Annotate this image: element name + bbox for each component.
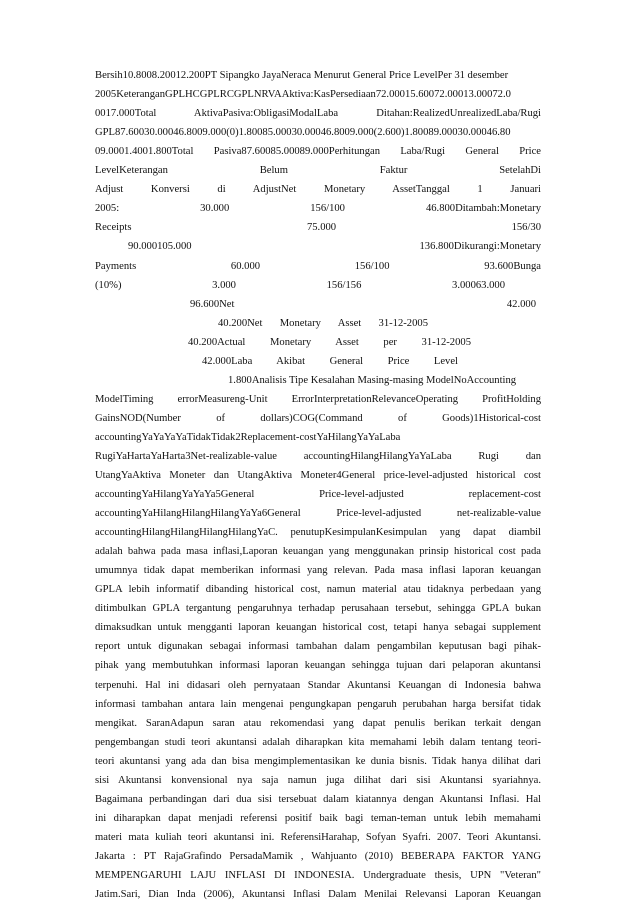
text-line: Bagaimana perbandingan dari dua sisi tersebuat dalam kiatannya dengan Akuntansi Inflasi. Hal [95,793,541,805]
text-line: ini diharapkan dapat menjadi referensi positif baik bagi teman-teman untuk lebih memahami [95,812,541,824]
text-line: materi mata kuliah teori akuntansi ini. ReferensiHarahap, Sofyan Syafri. 2007. Teori Akuntansi. [95,831,541,843]
text-line: GPL87.60030.00046.8009.000(0)1.80085.00030.00046.8009.000(2.600)1.80089.00030.00046.80 [95,127,511,139]
text-line: 1.800Analisis Tipe Kesalahan Masing-masing ModelNoAccounting [228,374,517,386]
text-line: sisi Akuntansi konvensional nya saja namun juga dilihat dari sisi Akuntansi syariahnya. [95,774,541,786]
text-line: teori akuntansi yang ada dan bisa mengimplementasikan ke dunia bisnis. Tidak hanya dilihat dari [95,755,541,767]
text-line: 09.0001.4001.800Total Pasiva87.60085.00089.000Perhitungan Laba/Rugi General Price [95,146,541,158]
text-line: pihak yang membutuhkan informasi laporan keuangan sehingga tujuan dari pelaporan akuntansi [95,660,541,672]
text-line: RugiYaHartaYaHarta3Net-realizable-value accountingHilangHilangYaYaLaba Rugi dan [95,450,541,462]
text-line: accountingYaYaYaYaTidakTidak2Replacement-costYaHilangYaYaLaba [95,431,401,443]
text-line: Receipts 75.000 156/30 [95,222,541,234]
text-line: ditimbulkan GPLA tergantung pengaruhnya terhadap perusahaan tersebut, sehingga GPLA bukan [95,603,541,615]
text-line: Jakarta : PT RajaGrafindo PersadaMamik , Wahjuanto (2010) BEBERAPA FAKTOR YANG [95,850,541,862]
text-line: GainsNOD(Number of dollars)COG(Command of Goods)1Historical-cost [95,412,541,424]
text-line: accountingYaHilangYaYaYa5General Price-level-adjusted replacement-cost [95,489,541,500]
text-line: 42.000Laba Akibat General Price Level [202,355,458,367]
text-line: GPLA lebih informatif dibanding historical cost, namun material atau tidaknya perbedaan yang [95,584,541,596]
text-line: MEMPENGARUHI LAJU INFLASI DI INDONESIA. Undergraduate thesis, UPN "Veteran" [95,870,541,881]
text-line: LevelKeterangan Belum Faktur SetelahDi [95,165,541,177]
text-line: UtangYaAktiva Moneter dan UtangAktiva Moneter4General price-level-adjusted historical cost [95,470,541,481]
text-line: 40.200Net Monetary Asset 31-12-2005 [218,317,428,329]
text-line: accountingHilangHilangHilangHilangYaC. penutupKesimpulanKesimpulan yang dapat diambil [95,527,541,539]
text-line: Adjust Konversi di AdjustNet Monetary AssetTanggal 1 Januari [95,184,541,196]
text-line: informasi tambahan antara lain mengenai pengungkapan pengaruh perubahan harga bersifat tidak [95,698,541,710]
text-line: adalah bahwa pada masa inflasi,Laporan keuangan yang menggunakan prinsip historical cost pada [95,546,541,558]
text-line: 90.000105.000 136.800Dikurangi:Monetary [128,241,541,253]
text-line: 0017.000Total AktivaPasiva:ObligasiModalLaba Ditahan:RealizedUnrealizedLaba/Rugi [95,108,541,120]
text-line: umumnya tidak dapat memberikan informasi yang relevan. Pada masa inflasi laporan keuangan [95,565,541,577]
text-line: ModelTiming errorMeasureng-Unit ErrorInterpretationRelevanceOperating ProfitHolding [95,393,541,405]
text-line: accountingYaHilangHilangHilangYaYa6General Price-level-adjusted net-realizable-value [95,508,541,520]
text-line: Bersih10.8008.20012.200PT Sipangko JayaNeraca Menurut General Price LevelPer 31 desember [95,70,509,81]
text-line: Payments 60.000 156/100 93.600Bunga [95,260,541,272]
text-line: mengikat. SaranAdapun saran atau rekomendasi yang dapat penulis berikan terkait dengan [95,717,541,729]
text-line: (10%) 3.000 156/156 3.00063.000 [95,279,505,291]
text-line: Jatim.Sari, Dian Inda (2006), Akuntansi Inflasi Dalam Menilai Relevansi Laporan Keuangan [95,889,541,900]
text-line: dimaksudkan untuk mengganti laporan keuangan historical cost, tetapi hanya sebagai supplement [95,622,541,634]
text-line: pengembangan studi teori akuntansi adalah diharapkan kita memahami lebih dalam tentang teori- [95,736,541,748]
text-line: report untuk digunakan sebagai informasi tambahan dalam pengambilan keputusan bagi pihak- [95,641,541,653]
text-line: 2005: 30.000 156/100 46.800Ditambah:Monetary [95,203,541,215]
text-line: 40.200Actual Monetary Asset per 31-12-2005 [188,336,471,348]
text-line: 96.600Net 42.000 [190,298,536,310]
text-line: terpenuhi. Hal ini didasari oleh pernyataan Standar Akuntansi Keuangan di Indonesia bahwa [95,679,541,691]
text-line: 2005KeteranganGPLHCGPLRCGPLNRVAAktiva:KasPersediaan72.00015.60072.00013.00072.0 [95,89,511,100]
